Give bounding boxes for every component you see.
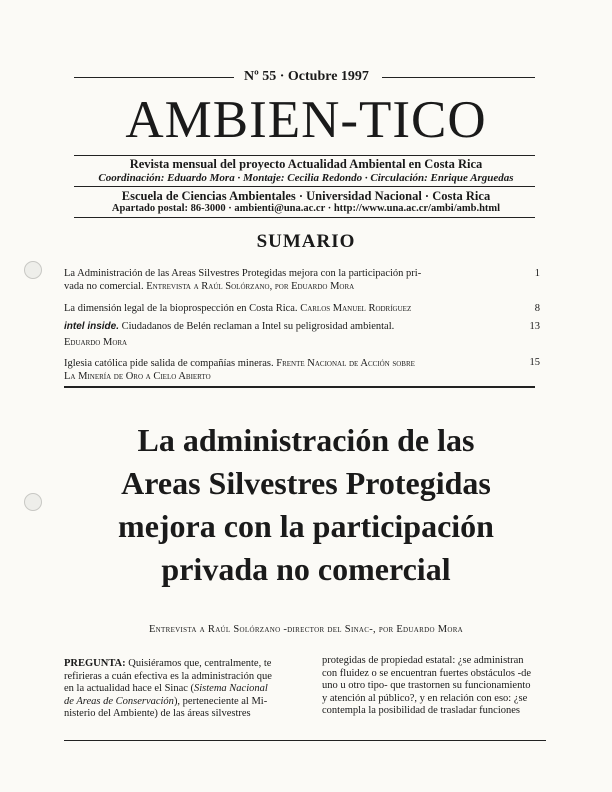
punch-hole-top [24, 261, 42, 279]
left-line-2: refirieras a cuán efectiva es la administración que [64, 670, 272, 682]
masthead-title: AMBIEN-TICO [125, 91, 487, 149]
toc-item-3-page: 13 [529, 321, 540, 332]
left-line-4: ), perteneciente al Mi- [173, 695, 268, 707]
toc-item-1-title: La Administración de las Areas Silvestres Protegidas mejora con la participación pri- [64, 268, 422, 279]
question-label: PREGUNTA: [64, 658, 126, 669]
toc-item-1[interactable] [64, 267, 504, 293]
toc-item-1-title-cont: vada no comercial. [64, 281, 144, 292]
toc-item-4-page: 15 [529, 357, 540, 368]
right-line-4: y atención al público?, y en relación con eso: ¿se [322, 692, 528, 704]
sumario-heading: SUMARIO [256, 231, 356, 252]
toc-item-3-author: Eduardo Mora [64, 337, 128, 348]
toc-item-3[interactable] [64, 320, 514, 349]
credits: Coordinación: Eduardo Mora · Montaje: Cecilia Redondo · Circulación: Enrique Arguedas [98, 172, 514, 184]
right-line-1: protegidas de propiedad estatal: ¿se administran [322, 655, 524, 666]
intel-inside-logo: intel inside. [64, 321, 120, 332]
toc-item-4-author: Frente Nacional de Acción sobre [276, 358, 415, 369]
toc-item-1-author: Entrevista a Raúl Solórzano, por Eduardo Mora [146, 281, 355, 292]
toc-item-2-page: 8 [534, 303, 540, 314]
article-column-left [64, 658, 288, 721]
masthead-rule [74, 155, 535, 156]
toc-item-2-author: Carlos Manuel Rodríguez [300, 303, 412, 314]
headline-line-3: mejora con la participación [118, 508, 494, 544]
sumario-bottom-rule [64, 386, 535, 388]
headline-line-1: La administración de las [137, 422, 475, 458]
article-column-right [322, 655, 546, 718]
issue-rule-right [382, 77, 535, 78]
headline-line-4: privada no comercial [161, 551, 451, 587]
credits-rule [74, 186, 535, 187]
article-byline: Entrevista a Raúl Solórzano -director del Sinac-, por Eduardo Mora [148, 624, 464, 635]
institution: Escuela de Ciencias Ambientales · Universidad Nacional · Costa Rica [121, 189, 491, 203]
toc-item-4[interactable] [64, 357, 514, 383]
toc-item-3-title: Ciudadanos de Belén reclaman a Intel su peligrosidad ambiental. [121, 321, 395, 332]
contact-line: Apartado postal: 86-3000 · ambienti@una.ac.cr · http://www.una.ac.cr/ambi/amb.html [111, 203, 501, 214]
left-line-3: en la actualidad hace el Sinac ( [64, 683, 195, 695]
left-line-5: nisterio del Ambiente) de las áreas silvestres [64, 708, 251, 720]
toc-item-1-page: 1 [534, 268, 540, 279]
headline-line-2: Areas Silvestres Protegidas [121, 465, 491, 501]
issue-line: Nº 55 · Octubre 1997 [244, 69, 369, 84]
right-line-5: contempla la posibilidad de trasladar funciones [322, 705, 520, 717]
toc-item-4-author-cont: La Minería de Oro a Cielo Abierto [64, 371, 211, 382]
toc-item-4-title: Iglesia católica pide salida de compañías mineras. [64, 358, 274, 369]
toc-item-2-title: La dimensión legal de la bioprospección en Costa Rica. [64, 303, 298, 314]
subtitle: Revista mensual del proyecto Actualidad Ambiental en Costa Rica [129, 157, 483, 171]
toc-item-2[interactable] [64, 302, 514, 315]
issue-rule-left [74, 77, 234, 78]
left-line-1: Quisiéramos que, centralmente, te [128, 658, 272, 669]
right-line-3: uno u otro tipo- que trastornen su funcionamiento [322, 680, 531, 692]
left-line-4-italic: de Areas de Conservación [64, 695, 174, 707]
footer-rule [64, 740, 546, 741]
right-line-2: con fluidez o se encuentran fuertes obstáculos -de [322, 667, 532, 679]
article-headline [0, 419, 612, 591]
left-line-3-italic: Sistema Nacional [194, 683, 268, 695]
contact-rule [74, 217, 535, 218]
